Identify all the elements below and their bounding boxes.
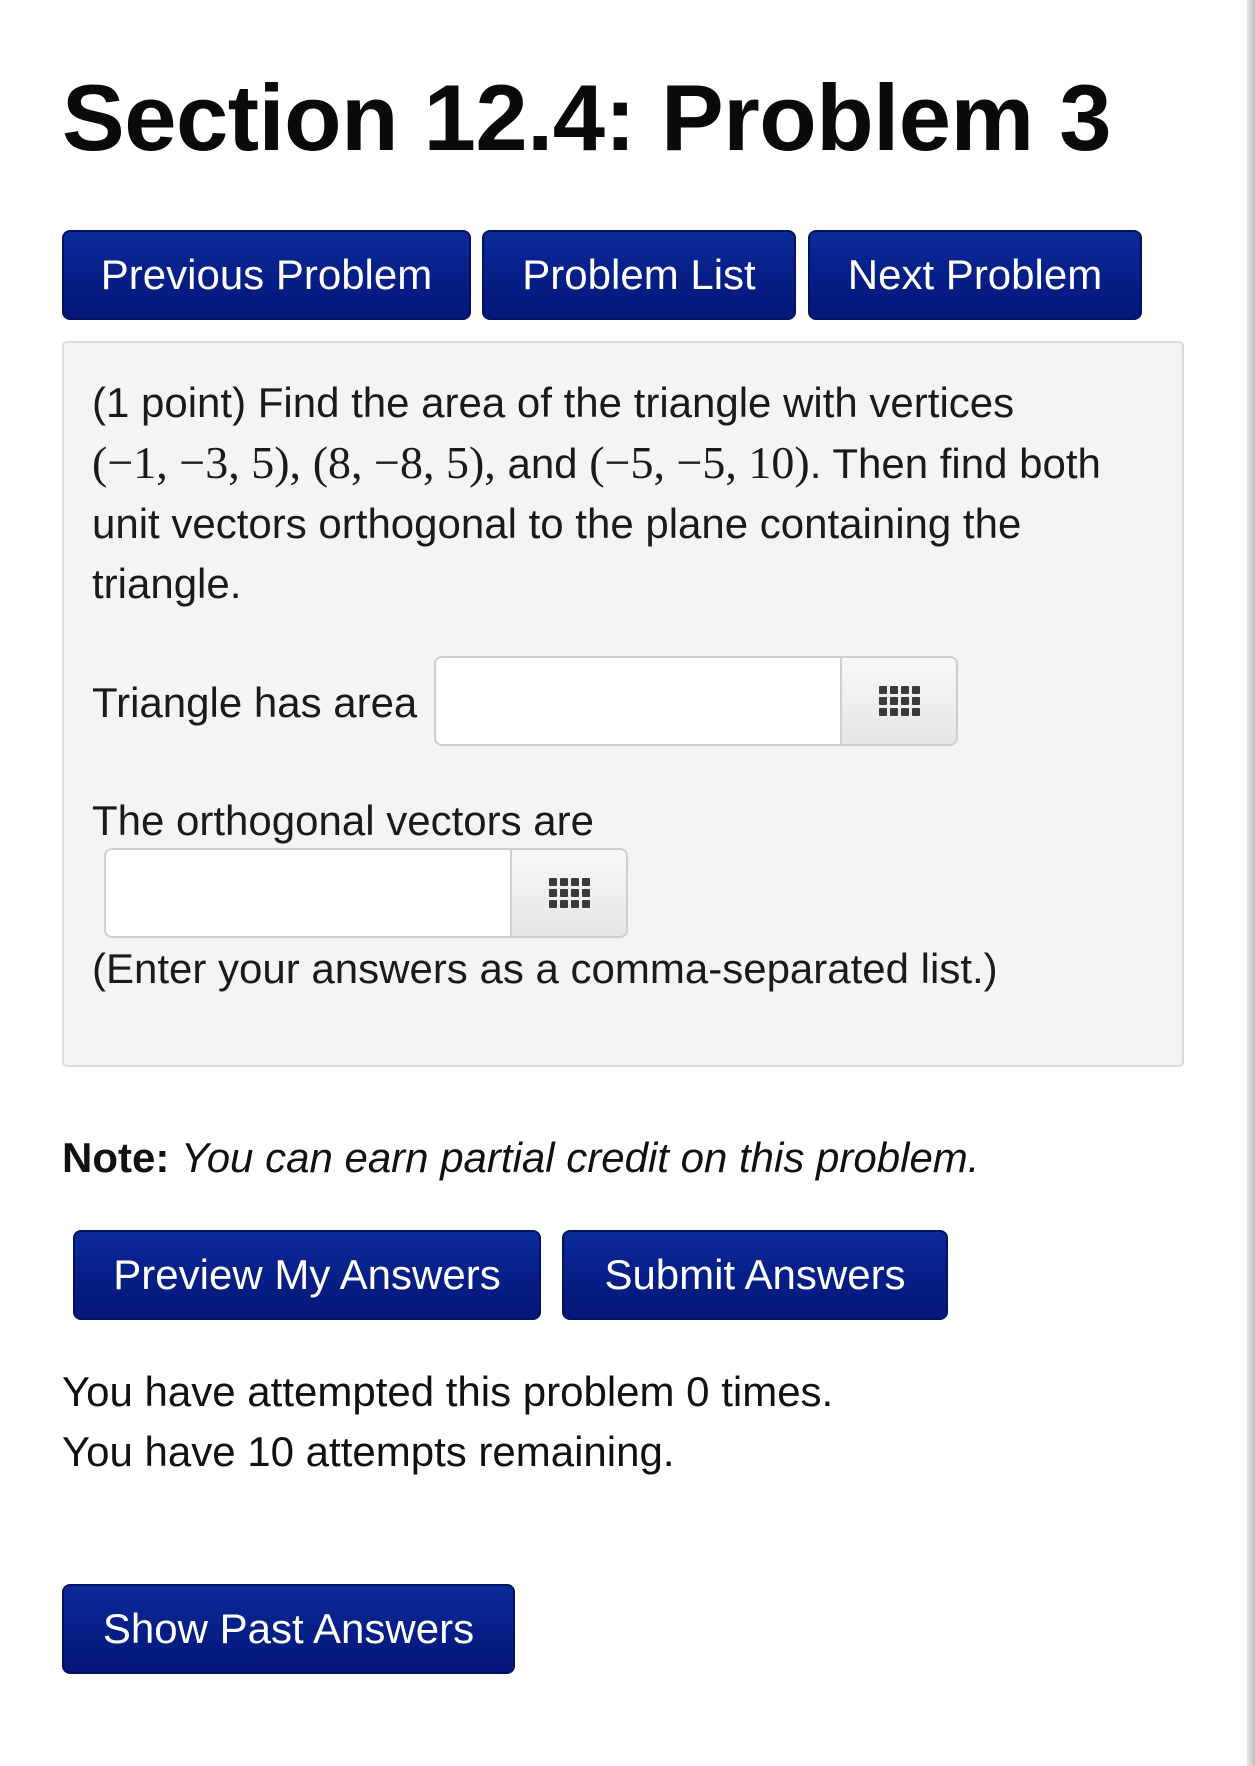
note-label: Note:	[62, 1134, 170, 1181]
note-text: You can earn partial credit on this problem.	[181, 1134, 980, 1181]
area-label: Triangle has area	[92, 679, 418, 726]
vertex-2: (8, −8, 5)	[312, 437, 485, 488]
problem-text-rest: . Then find both unit vectors orthogonal to the plane containing the triangle.	[92, 440, 1101, 607]
answer-format-hint: (Enter your answers as a comma-separated list.)	[92, 945, 998, 992]
area-answer-group	[434, 656, 958, 746]
scrollbar-edge	[1247, 0, 1255, 1766]
partial-credit-note	[62, 1128, 979, 1188]
keypad-grid-icon	[879, 686, 920, 716]
previous-problem-button[interactable]: Previous Problem	[62, 230, 471, 320]
problem-list-button[interactable]: Problem List	[482, 230, 796, 320]
vectors-keypad-button[interactable]	[510, 848, 628, 938]
preview-answers-button[interactable]: Preview My Answers	[73, 1230, 541, 1320]
vectors-label: The orthogonal vectors are	[92, 797, 594, 844]
and-word: and	[507, 440, 578, 487]
submit-answers-button[interactable]: Submit Answers	[562, 1230, 948, 1320]
attempts-made: You have attempted this problem 0 times.	[62, 1368, 834, 1415]
problem-panel	[62, 341, 1184, 1067]
problem-text-intro: Find the area of the triangle with vertices	[257, 379, 1015, 426]
vertex-1: (−1, −3, 5)	[92, 437, 290, 488]
vectors-answer-input[interactable]	[104, 848, 510, 938]
next-problem-button[interactable]: Next Problem	[808, 230, 1142, 320]
vectors-answer-group	[104, 848, 628, 938]
area-keypad-button[interactable]	[840, 656, 958, 746]
problem-statement: (1 point) Find the area of the triangle with vertices (−1, −3, 5), (8, −8, 5), and (−5, −5, 10). Then find both unit vectors orthogonal to the plane containing the triangle.	[92, 379, 1101, 607]
show-past-answers-button[interactable]: Show Past Answers	[62, 1584, 515, 1674]
area-answer-input[interactable]	[434, 656, 840, 746]
keypad-grid-icon	[549, 878, 590, 908]
attempts-info	[62, 1362, 833, 1482]
vertex-3: (−5, −5, 10)	[589, 437, 810, 488]
problem-points: (1 point)	[92, 379, 247, 426]
attempts-remaining: You have 10 attempts remaining.	[62, 1428, 675, 1475]
page-title: Section 12.4: Problem 3	[62, 65, 1111, 170]
